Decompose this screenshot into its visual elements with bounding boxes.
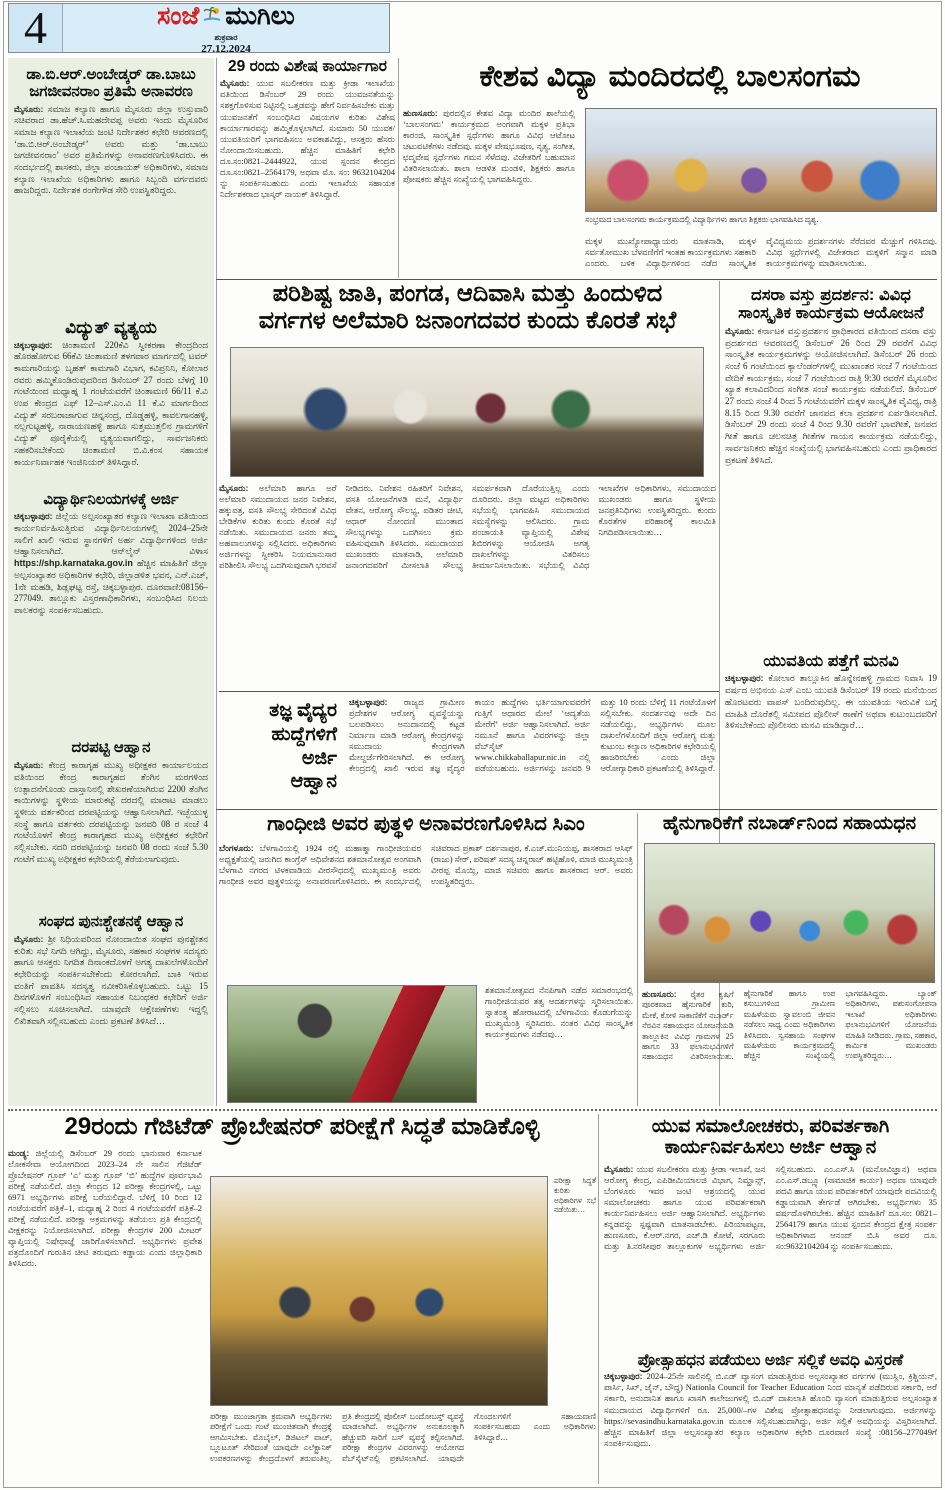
story-darapatti: ದರಪಟ್ಟಿ ಆಹ್ವಾನ ಮೈಸೂರು: ಕೇಂದ್ರ ಕಾರಾಗೃಹ ಮುಖ್ಯ ಅಧೀಕ್ಷಕರ ಕಾರ್ಯಾಲಯದ ವತಿಯಿಂದ ಕೇಂದ್ರ ಕಾರಾಗೃಹದ ತೆಂಗಿನ ಮರಗಳಿಂದ ಉತ್ಪಾದನೆಗೊಂಡು ದಾಸ್ತಾನಿನಲ್ಲಿ ಶೇಖರಣೆಯಾಗಿರುವ 2200 ತೆಂಗಿನ ಕಾಯಿಗಳನ್ನು ಸ್ಥಳೀಯ ಮಾರುಕಟ್ಟೆ ದರದಲ್ಲಿ ಮಾರಾಟ ಮಾಡಲು ಸ್ಥಳೀಯ ವರ್ತಕರಿಂದ ದರಪಟ್ಟಿಯನ್ನು ಆಹ್ವಾನಿಸಲಾಗಿದೆ. ಇಚ್ಛೆಯುಳ್ಳ ಸಂಸ್ಥೆ ಹಾಗೂ ವರ್ತಕರು ದರಪಟ್ಟಿಯನ್ನು ಜನವರಿ 08 ರ ಸಂಜೆ 4 ಗಂಟೆಯೊಳಗೆ ಕೇಂದ್ರ ಕಾರಾಗೃಹದ ಮುಖ್ಯ ಅಧೀಕ್ಷಕರ ಕಛೇರಿಗೆ ಸಲ್ಲಿಸಬೇಕು. ಸದರಿ ದರಪಟ್ಟಿಯನ್ನು ಜನವರಿ 08 ರಂದು ಸಂಜೆ 5.30 ಗಂಟೆಗೆ ಮುಖ್ಯ ಅಧೀಕ್ಷಕರ ಕಛೇರಿಯಲ್ಲಿ ತೆರೆಯಲಾಗುವುದು. <box>14 739 208 864</box>
divider-vertical-5 <box>598 1114 599 1484</box>
masthead-day: ಶುಕ್ರವಾರ <box>214 32 238 42</box>
story-gandhiji: ಗಾಂಧೀಜಿ ಅವರ ಪುತ್ಥಳಿ ಅನಾವರಣಗೊಳಿಸಿದ ಸಿಎಂ ಬೆಂಗಳೂರು: ಬೆಳಗಾವಿಯಲ್ಲಿ 1924 ರಲ್ಲಿ ಮಹಾತ್ಮಾ ಗಾಂಧೀಜಿಯವರ ಅಧ್ಯಕ್ಷತೆಯಲ್ಲಿ ಜರುಗಿದ ಕಾಂಗ್ರೆಸ್ ಅಧಿವೇಶನದ ಶತಮಾನೋತ್ಸವ ಅಂಗವಾಗಿ ಬೆಳಗಾವಿ ನಗರದ ಟಿಳಕವಾಡಿಯ ವೀರಸೌಧದಲ್ಲಿ ಮುಖ್ಯಮಂತ್ರಿ ಅವರು ಗಾಂಧೀಜಿ ಅವರ ಪುತ್ಥಳಿಯನ್ನು ಅನಾವರಣಗೊಳಿಸಿದರು. ಈ ಸಂದರ್ಭದಲ್ಲಿ ಸಚಿವರಾದ ಪ್ರಕಾಶ್ ದರ್ಶನಾಪುರ, ಕೆ.ಎಚ್.ಮುನಿಯಪ್ಪ, ಶಾಸಕರಾದ ಆಸಿಫ್ (ರಾಜು) ಸೇಠ್, ಪರಿಷತ್ ಸದಸ್ಯ ಚನ್ನರಾಜ್ ಹಟ್ಟಿಹೊಳಿ, ಮಾಜಿ ಮುಖ್ಯಮಂತ್ರಿ ವೀರಪ್ಪ ಮೊಯ್ಲಿ, ಮಾಜಿ ಸಚಿವರು ಹಾಗೂ ಶಾಸಕರಾದ ಆರ್. ಅವರು ಉಪಸ್ಥಿತರಿದ್ದರು. ಶತಮಾನೋತ್ಸವದ ನೆನಪಿಗಾಗಿ ನಡೆದ ಸಮಾರಂಭದಲ್ಲಿ ಗಾಂಧೀಜಿಯವರ ತತ್ವ ಆದರ್ಶಗಳನ್ನು ಸ್ಮರಿಸಲಾಯಿತು. ಸ್ವಾತಂತ್ರ್ಯ ಹೋರಾಟದಲ್ಲಿ ಬೆಳಗಾವಿಯ ಕೊಡುಗೆಯನ್ನು ಮುಖ್ಯಮಂತ್ರಿ ಸ್ಮರಿಸಿದರು. ನಂತರ ವಿವಿಧ ಸಾಂಸ್ಕೃತಿಕ ಕಾರ್ಯಕ್ರಮಗಳು ನಡೆದವು… <box>219 813 633 1106</box>
divider-horizontal-3 <box>216 809 937 810</box>
headline-parishishta-line1: ಪರಿಶಿಷ್ಟ ಜಾತಿ, ಪಂಗಡ, ಆದಿವಾಸಿ ಮತ್ತು ಹಿಂದುಳಿದ <box>272 281 663 307</box>
divider-vertical-1 <box>216 58 217 1106</box>
divider-horizontal-1 <box>216 279 937 280</box>
story-sangha: ಸಂಘದ ಪುನಃಶ್ಚೇತನಕ್ಕೆ ಆಹ್ವಾನ ಮೈಸೂರು: ಶ್ರೀ ನಿಧಿಯವರಿಂದ ನೋಂದಾಯಿತ ಸಂಘದ ಪುನಶ್ಚೇತನ ಕುರಿತು ಸಭೆ ನಿಗದಿ ಆಗಿದ್ದು, ಮೈಸೂರು, ಸಹಕಾರ ಸಂಘಗಳ ಸದಸ್ಯರು ಹಾಗೂ ಆಸಕ್ತರು ನಿಗದಿತ ದಿನಾಂಕದೊಳಗೆ ಅಗತ್ಯ ದಾಖಲೆಗಳೊಂದಿಗೆ ಕಛೇರಿಯನ್ನು ಸಂಪರ್ಕಿಸಬೇಕೆಂದು ಕೋರಲಾಗಿದೆ. ಬಾಕಿ ಇರುವ ವಂತಿಗೆ ಪಾವತಿಸಿ ಸದಸ್ಯತ್ವ ನವೀಕರಿಸಿಕೊಳ್ಳಬಹುದು. ಒಟ್ಟು 15 ದಿನಗಳೊಳಗೆ ಸಂಬಂಧಿಸಿದ ಸಹಾಯಕ ನಿಬಂಧಕರ ಕಛೇರಿಗೆ ಅರ್ಜಿ ಸಲ್ಲಿಸಲು ಸೂಚಿಸಲಾಗಿದೆ. ಯಾವುದೇ ಆಕ್ಷೇಪಣೆಗಳು ಇದ್ದಲ್ಲಿ ಲಿಖಿತವಾಗಿ ಸಲ್ಲಿಸಬಹುದು ಎಂದು ಪ್ರಕಟಣೆ ತಿಳಿಸಿದೆ… <box>14 913 208 1026</box>
headline-darapatti: ದರಪಟ್ಟಿ ಆಹ್ವಾನ <box>71 739 151 757</box>
byline: ಮೈಸೂರು: <box>14 103 44 114</box>
paper-title-red: ಸಂಜೆ <box>157 1 200 30</box>
headline-dasara: ದಸರಾ ವಸ್ತು ಪ್ರದರ್ಶನ: ವಿವಿಧ ಸಾಂಸ್ಕೃತಿಕ ಕಾರ್ಯಕ್ರಮ ಆಯೋಜನೆ <box>738 286 924 323</box>
story-workshop29: 29 ರಂದು ವಿಶೇಷ ಕಾರ್ಯಾಗಾರ ಮೈಸೂರು: ಯುವ ಸಬಲೀಕರಣ ಮತ್ತು ಕ್ರೀಡಾ ಇಲಾಖೆಯ ವತಿಯಿಂದ ಡಿಸೆಂಬರ್ 29 ರಂದು ಯುವಜನತೆಯನ್ನು ಸಶಕ್ತಗೊಳಿಸುವ ನಿಟ್ಟಿನಲ್ಲಿ ಒತ್ತಡವನ್ನು ಹೇಗೆ ನಿರ್ವಹಿಸಬೇಕು ಮತ್ತು ಯುವಜನತೆಗೆ ಸಂಬಂಧಿಸಿದ ವಿಷಯಗಳ ಕುರಿತು ವಿಶೇಷ ಕಾರ್ಯಾಗಾರವನ್ನು ಹಮ್ಮಿಕೊಳ್ಳಲಾಗಿದೆ. ಸುಮಾರು 50 ಯುವಕ/ಯುವತಿಯರಿಗೆ ಭಾಗವಹಿಸಲು ಅವಕಾಶವಿದ್ದು, ಆಸಕ್ತರು ಹೆಸರು ನೋಂದಾಯಿಸಬಹುದು. ಹೆಚ್ಚಿನ ಮಾಹಿತಿಗೆ ಕಛೇರಿ ದೂ.ಸಂ:0821–2444922, ಯುವ ಸ್ಪಂದನ ಕೇಂದ್ರದ ದೂ.ಸಂ:0821–2564179, ಅಥವಾ ಮೊ. ಸಂ: 9632104204 ನ್ನು ಸಂಪರ್ಕಿಸಬಹುದು ಎಂದು ಇಲಾಖೆಯ ಸಹಾಯಕ ನಿರ್ದೇಶಕರಾದ ಭಾಸ್ಕರ್ ನಾಯಕ್ ತಿಳಿಸಿದ್ದಾರೆ. <box>220 58 395 199</box>
headline-hostel: ವಿದ್ಯಾರ್ಥಿನಿಲಯಗಳಕ್ಕೆ ಅರ್ಜಿ <box>43 490 179 508</box>
story-dasara: ದಸರಾ ವಸ್ತು ಪ್ರದರ್ಶನ: ವಿವಿಧ ಸಾಂಸ್ಕೃತಿಕ ಕಾರ್ಯಕ್ರಮ ಆಯೋಜನೆ ಮೈಸೂರು: ಕರ್ನಾಟಕ ವಸ್ತುಪ್ರದರ್ಶನ ಪ್ರಾಧಿಕಾರದ ವತಿಯಿಂದ ದಸರಾ ವಸ್ತು ಪ್ರದರ್ಶನದ ಆವರಣದಲ್ಲಿ ಡಿಸೆಂಬರ್ 26 ರಿಂದ 29 ರವರೆಗೆ ವಿವಿಧ ಸಾಂಸ್ಕೃತಿಕ ಕಾರ್ಯಕ್ರಮಗಳನ್ನು ಆಯೋಜಿಸಲಾಗಿದೆ. ಡಿಸೆಂಬರ್ 26 ರಂದು ಸಂಜೆ 6 ಗಂಟೆಯಿಂದ ಕ್ಯಾಲೆಂಡರ್‌ಗಳಲ್ಲಿ ಮುಖಾಂತರ ಸಂಜೆ 7 ಗಂಟೆಯಿಂದ ವೇದಿಕೆ ಕಾರ್ಯಕ್ರಮ, ಸಂಜೆ 7 ಗಂಟೆಯಿಂದ ರಾತ್ರಿ 9:30 ರವರೆಗೆ ಮೈಸೂರಿನ ಖ್ಯಾತ ಕಲಾವಿದರಿಂದ ಸಂಗೀತ ಸಂಜೆ ಕಾರ್ಯಕ್ರಮ ನಡೆಯಲಿದೆ. ಡಿಸೆಂಬರ್ 27 ರಂದು ಸಂಜೆ 4 ರಿಂದ 5 ಗಂಟೆಯವರೆಗೆ ಮಕ್ಕಳ ಸಾಂಸ್ಕೃತಿಕ ವೈವಿಧ್ಯ, ರಾತ್ರಿ 8.15 ರಿಂದ 9.30 ರವರೆಗೆ ಜಾನಪದ ಕಲಾ ಪ್ರದರ್ಶನ ಏರ್ಪಡಿಸಲಾಗಿದೆ. ಡಿಸೆಂಬರ್ 29 ರಂದು ಸಂಜೆ 4 ರಿಂದ 9.30 ರವರೆಗೆ ಭಾವಗೀತೆ, ಜನಪದ ಗೀತೆ ಹಾಗೂ ಚಲನಚಿತ್ರ ಗೀತೆಗಳ ಗಾಯನ ಕಾರ್ಯಕ್ರಮ ನಡೆಯಲಿದ್ದು, ಸಾರ್ವಜನಿಕರು ಹೆಚ್ಚಿನ ಸಂಖ್ಯೆಯಲ್ಲಿ ಭಾಗವಹಿಸಬಹುದು ಎಂದು ಪ್ರಾಧಿಕಾರದ ಪ್ರಕಟಣೆ ತಿಳಿಸಿದೆ. <box>725 286 937 465</box>
headline-balasangama: ಕೇಶವ ವಿದ್ಯಾ ಮಂದಿರದಲ್ಲಿ ಬಾಲಸಂಗಮ <box>479 60 861 93</box>
divider-vertical-4 <box>637 813 638 1106</box>
headline-workshop29: 29 ರಂದು ವಿಶೇಷ ಕಾರ್ಯಾಗಾರ <box>228 58 387 75</box>
headline-yuva-line1: ಯುವ ಸಮಾಲೋಚಕರು, ಪರಿವರ್ತಕಾಗಿ <box>651 1116 890 1137</box>
masthead <box>8 3 390 53</box>
story-balasangama: ಕೇಶವ ವಿದ್ಯಾ ಮಂದಿರದಲ್ಲಿ ಬಾಲಸಂಗಮ ಹುಣಸೂರು: ಪುರದಲ್ಲಿನ ಕೇಶವ ವಿದ್ಯಾ ಮಂದಿರ ಶಾಲೆಯಲ್ಲಿ ‘ಬಾಲಸಂಗಮ’ ಕಾರ್ಯಕ್ರಮದ ಅಂಗವಾಗಿ ಮಕ್ಕಳ ಪ್ರತಿಭಾ ಕಾರಂಜಿ, ಸಾಂಸ್ಕೃತಿಕ ಸ್ಪರ್ಧೆಗಳು ಹಾಗೂ ವಿವಿಧ ಆಟೋಟ ಚಟುವಟಿಕೆಗಳು ನಡೆದವು. ಮಕ್ಕಳ ವೇಷಭೂಷಣ, ನೃತ್ಯ, ಸಂಗೀತ, ಛದ್ಮವೇಷ ಸ್ಪರ್ಧೆಗಳು ಗಮನ ಸೆಳೆದವು. ವಿಜೇತರಿಗೆ ಬಹುಮಾನ ವಿತರಿಸಲಾಯಿತು. ಶಾಲಾ ಆಡಳಿತ ಮಂಡಳಿ, ಶಿಕ್ಷಕರು ಹಾಗೂ ಪೋಷಕರು ಹೆಚ್ಚಿನ ಸಂಖ್ಯೆಯಲ್ಲಿ ಭಾಗವಹಿಸಿದ್ದರು. ಸಂಭ್ರಮದ ಬಾಲಸಂಗಮ ಕಾರ್ಯಕ್ರಮದಲ್ಲಿ ವಿದ್ಯಾರ್ಥಿಗಳು ಹಾಗೂ ಶಿಕ್ಷಕರು ಭಾಗವಹಿಸಿದ ದೃಶ್ಯ. ಮಕ್ಕಳ ಮುಖ್ಯೋಪಾಧ್ಯಾಯರು ಮಾತನಾಡಿ, ಮಕ್ಕಳ ಸರ್ವತೋಮುಖ ಬೆಳವಣಿಗೆಗೆ ಇಂತಹ ಕಾರ್ಯಕ್ರಮಗಳು ಸಹಕಾರಿ ಎಂದರು. ಬಳಿಕ ವಿದ್ಯಾರ್ಥಿಗಳಿಂದ ನಡೆದ ಸಾಂಸ್ಕೃತಿಕ ವೈವಿಧ್ಯಮಯ ಪ್ರದರ್ಶನಗಳು ನೆರೆದವರ ಮೆಚ್ಚುಗೆ ಗಳಿಸಿದವು. ವಿವಿಧ ಸ್ಪರ್ಧೆಗಳಲ್ಲಿ ವಿಜೇತರಾದ ಮಕ್ಕಳಿಗೆ ಸನ್ಮಾನ ಮಾಡಿ ಕಾರ್ಯಕ್ರಮಗಳನ್ನು ಮಾಡಿಸಲಾಯಿತು. <box>403 56 937 278</box>
photo-balasangama <box>585 108 937 212</box>
story-nabard: ಹೈನುಗಾರಿಕೆಗೆ ನಬಾರ್ಡ್‌ನಿಂದ ಸಹಾಯಧನ ಹುಣಸೂರು: ರೈತರ ಕೃಷಿಗೆ ಪೂರಕವಾದ ಹೈನುಗಾರಿಕೆ ಕುರಿ, ಮೇಕೆ, ಕೋಳಿ ಸಾಕಾಣಿಕೆಗೆ ನಬಾರ್ಡ್ ನೆರವಿನ ಸಹಾಯಧನ ಯೋಜನೆಯಡಿ ತಾಲ್ಲೂಕಿನ ವಿವಿಧ ಗ್ರಾಮಗಳ 25 ಹಾಗೂ 33 ಫಲಾನುಭವಿಗಳಿಗೆ ಸಹಾಯಧನ ವಿತರಿಸಲಾಯಿತು. ಹೈನುಗಾರಿಕೆ ಹಾಗೂ ಉಪ ಕಸುಬುಗಳಿಂದ ಗ್ರಾಮೀಣ ಮಹಿಳೆಯರು ಸ್ವಾವಲಂಬಿ ಜೀವನ ನಡೆಸಲು ಸಾಧ್ಯ ಎಂದು ಅಧಿಕಾರಿಗಳು ತಿಳಿಸಿದರು. ಸ್ವಸಹಾಯ ಸಂಘಗಳ ಮಹಿಳೆಯರು ಕಾರ್ಯಕ್ರಮದಲ್ಲಿ ಹೆಚ್ಚಿನ ಸಂಖ್ಯೆಯಲ್ಲಿ ಭಾಗವಹಿಸಿದ್ದರು. ಬ್ಯಾಂಕ್ ಅಧಿಕಾರಿಗಳು, ಪಶುಸಂಗೋಪನಾ ಇಲಾಖೆ ಅಧಿಕಾರಿಗಳು ಫಲಾನುಭವಿಗಳಿಗೆ ಯೋಜನೆಯ ಮಾಹಿತಿ ನೀಡಿದರು. ಗ್ರಾಮ, ಸಹಕಾರ, ಕಾರ್ಮಿಕ ಮುಖಂಡರು ಉಪಸ್ಥಿತರಿದ್ದರು… <box>642 813 937 1062</box>
photo-nabard <box>644 843 935 983</box>
newspaper-brand <box>63 1 389 55</box>
story-yuvati: ಯುವತಿಯ ಪತ್ತೆಗೆ ಮನವಿ ಚಿಕ್ಕಬಳ್ಳಾಪುರ: ಕೋಲಾರ ತಾಲ್ಲೂಕಿನ ಹೊನ್ನೇನಹಳ್ಳಿ ಗ್ರಾಮದ ನಿವಾಸಿ 19 ವರ್ಷದ ಅಭಿನಯ ಎಸ್ ಎಂಬ ಯುವತಿ ಡಿಸೆಂಬರ್ 19 ರಂದು ಮನೆಯಿಂದ ಹೊರಟವರು ವಾಪಸ್ ಬಂದಿರುವುದಿಲ್ಲ. ಈ ಯುವತಿಯ ಇರುವಿಕೆ ಬಗ್ಗೆ ಮಾಹಿತಿ ದೊರೆತಲ್ಲಿ ಸಮೀಪದ ಪೊಲೀಸ್ ಠಾಣೆಗೆ ಅಥವಾ ಕುಟುಂಬದವರಿಗೆ ತಿಳಿಸಬೇಕೆಂದು ಪೊಲೀಸರು ಮನವಿ ಮಾಡಿದ್ದಾರೆ… <box>725 652 937 731</box>
headline-yuva-line2: ಕಾರ್ಯನಿರ್ವಹಿಸಲು ಅರ್ಜಿ ಆಹ್ವಾನ <box>664 1137 877 1159</box>
headline-ambedkar: ಡಾ.ಬಿ.ಆರ್.ಅಂಬೇಡ್ಕರ್ ಡಾ.ಬಾಬು ಜಗಜೀವನರಾಂ ಪ್ರತಿಮೆ ಅನಾವರಣ <box>26 66 196 100</box>
page-number: 4 <box>9 4 63 52</box>
divider-horizontal-2 <box>219 691 719 692</box>
divider-dotted <box>8 1109 937 1111</box>
headline-yuvati: ಯುವತಿಯ ಪತ್ತೆಗೆ ಮನವಿ <box>763 652 899 670</box>
story-gazetted: 29ರಂದು ಗೆಜಿಟೆಡ್ ಪ್ರೊಬೇಷನರ್ ಪರೀಕ್ಷೆಗೆ ಸಿದ್ಧತೆ ಮಾಡಿಕೊಳ್ಳಿ ಮಂಡ್ಯ: ಜಿಲ್ಲೆಯಲ್ಲಿ ಡಿಸೆಂಬರ್ 29 ರಂದು ಭಾನುವಾರ ಕರ್ನಾಟಕ ಲೋಕಸೇವಾ ಆಯೋಗದಿಂದ 2023–24 ನೇ ಸಾಲಿನ ಗೆಜಿಟೆಡ್ ಪ್ರೊಬೇಷನರ್ ಗ್ರೂಪ್ ‘ಎ’ ಮತ್ತು ಗ್ರೂಪ್ ‘ಬಿ’ ಹುದ್ದೆಗಳ ಪೂರ್ವಭಾವಿ ಪರೀಕ್ಷೆ ನಡೆಯಲಿದೆ. ಜಿಲ್ಲಾ ಕೇಂದ್ರದ 12 ಪರೀಕ್ಷಾ ಕೇಂದ್ರಗಳಲ್ಲಿ, ಒಟ್ಟು 6971 ಅಭ್ಯರ್ಥಿಗಳು ಪರೀಕ್ಷೆ ಬರೆಯಲಿದ್ದಾರೆ. ಬೆಳಿಗ್ಗೆ 10 ರಿಂದ 12 ಗಂಟೆಯವರೆಗೆ ಪತ್ರಿಕೆ–1, ಮಧ್ಯಾಹ್ನ 2 ರಿಂದ 4 ಗಂಟೆಯವರೆಗೆ ಪತ್ರಿಕೆ–2 ಪರೀಕ್ಷೆ ನಡೆಯಲಿದೆ. ಪರೀಕ್ಷಾ ಅಕ್ರಮಗಳನ್ನು ತಡೆಯಲು ಪ್ರತಿ ಕೇಂದ್ರದಲ್ಲಿ ವೀಕ್ಷಕರನ್ನು ನಿಯೋಜಿಸಲಾಗಿದೆ. ಪರೀಕ್ಷಾ ಕೇಂದ್ರಗಳ 200 ಮೀಟರ್ ವ್ಯಾಪ್ತಿಯಲ್ಲಿ ನಿಷೇಧಾಜ್ಞೆ ಜಾರಿಗೊಳಿಸಲಾಗಿದೆ. ಅಭ್ಯರ್ಥಿಗಳು ಪ್ರವೇಶ ಪತ್ರದೊಂದಿಗೆ ಗುರುತಿನ ಚೀಟಿ ತರುವುದು ಕಡ್ಡಾಯ ಎಂದು ಜಿಲ್ಲಾಧಿಕಾರಿ ತಿಳಿಸಿದರು. ಪರೀಕ್ಷಾ ಸಿದ್ಧತೆ ಕುರಿತು ಅಧಿಕಾರಿಗಳ ಸಭೆ ನಡೆಯಿತು… ಪರೀಕ್ಷಾ ಮುಂಜಾಗ್ರತಾ ಕ್ರಮವಾಗಿ ಅಭ್ಯರ್ಥಿಗಳು ಪರೀಕ್ಷೆಗೆ ಒಂದು ಗಂಟೆ ಮುಂಚಿತವಾಗಿ ಕೇಂದ್ರಕ್ಕೆ ಆಗಮಿಸಬೇಕು. ಮೊಬೈಲ್, ಡಿಜಿಟಲ್ ವಾಚ್, ಬ್ಲೂಟೂತ್ ಸೇರಿದಂತೆ ಯಾವುದೇ ಎಲೆಕ್ಟ್ರಾನಿಕ್ ಉಪಕರಣಗಳನ್ನು ಕೇಂದ್ರದೊಳಗೆ ತರುವಂತಿಲ್ಲ. ಪ್ರತಿ ಕೇಂದ್ರದಲ್ಲಿ ಪೊಲೀಸ್ ಬಂದೋಬಸ್ತ್ ವ್ಯವಸ್ಥೆ ಮಾಡಲಾಗಿದೆ. ಅಭ್ಯರ್ಥಿಗಳ ಅನುಕೂಲಕ್ಕಾಗಿ ಹೆಚ್ಚುವರಿ ಸಾರಿಗೆ ಬಸ್ ವ್ಯವಸ್ಥೆ ಕಲ್ಪಿಸಲಾಗಿದೆ. ಪರೀಕ್ಷಾ ಕೇಂದ್ರಗಳ ವಿವರಗಳನ್ನು ಆಯೋಗದ ವೆಬ್‌ಸೈಟ್‌ನಲ್ಲಿ ಪ್ರಕಟಿಸಲಾಗಿದೆ. ಯಾವುದೇ ಗೊಂದಲಗಳಿಗೆ ಸಹಾಯವಾಣಿ ಸಂಪರ್ಕಿಸಬಹುದು ಎಂದು ಅಧಿಕಾರಿಗಳು ತಿಳಿಸಿದ್ದಾರೆ… <box>8 1114 596 1463</box>
masthead-date: 27.12.2024 <box>201 42 251 55</box>
headline-nabard: ಹೈನುಗಾರಿಕೆಗೆ ನಬಾರ್ಡ್‌ನಿಂದ ಸಹಾಯಧನ <box>662 813 917 834</box>
palm-tree-icon <box>203 6 221 27</box>
hostel-apply-url: https://shp.karnataka.gov.in <box>14 558 133 569</box>
story-parishishta: ಪರಿಶಿಷ್ಟ ಜಾತಿ, ಪಂಗಡ, ಆದಿವಾಸಿ ಮತ್ತು ಹಿಂದುಳಿದ ವರ್ಗಗಳ ಅಲೆಮಾರಿ ಜನಾಂಗದವರ ಕುಂದು ಕೊರತೆ ಸಭೆ ಮೈಸೂರು: ಅಲೆಮಾರಿ ಹಾಗೂ ಅರೆ ಅಲೆಮಾರಿ ಸಮುದಾಯದ ಜನರ ನಿವೇಶನ, ಹಕ್ಕುಪತ್ರ, ವಸತಿ ಸೌಲಭ್ಯ ಸೇರಿದಂತೆ ವಿವಿಧ ಬೇಡಿಕೆಗಳ ಕುರಿತು ಕುಂದು ಕೊರತೆ ಸಭೆ ನಡೆಯಿತು. ಸಮುದಾಯದ ಜನರು ತಮ್ಮ ಅಹವಾಲುಗಳನ್ನು ಸಲ್ಲಿಸಿದರು. ಅಧಿಕಾರಿಗಳು ಅರ್ಜಿಗಳನ್ನು ಸ್ವೀಕರಿಸಿ ನಿಯಮಾನುಸಾರ ಪರಿಶೀಲಿಸಿ ಸೌಲಭ್ಯ ಒದಗಿಸುವುದಾಗಿ ಭರವಸೆ ನೀಡಿದರು. ನಿವೇಶನ ರಹಿತರಿಗೆ ನಿವೇಶನ, ವಸತಿ ಯೋಜನೆಗಳಡಿ ಮನೆ, ವಿದ್ಯಾರ್ಥಿ ವೇತನ, ಆರೋಗ್ಯ ಸೌಲಭ್ಯ, ಪಡಿತರ ಚೀಟಿ, ಆಧಾರ್ ನೋಂದಣಿ ಮುಂತಾದ ಸೌಲಭ್ಯಗಳನ್ನು ಒದಗಿಸಲು ಕ್ರಮ ವಹಿಸುವುದಾಗಿ ತಿಳಿಸಿದರು. ಸಮುದಾಯದ ಮುಖಂಡರು ಮಾತನಾಡಿ, ಅಲೆಮಾರಿ ಜನಾಂಗದವರಿಗೆ ಮೀಸಲಾತಿ ಸೌಲಭ್ಯ ಸಮರ್ಪಕವಾಗಿ ದೊರೆಯುತ್ತಿಲ್ಲ ಎಂದು ದೂರಿದರು. ಜಿಲ್ಲಾ ಮಟ್ಟದ ಅಧಿಕಾರಿಗಳು ಸಭೆಯಲ್ಲಿ ಭಾಗವಹಿಸಿ ಸಮುದಾಯದ ಸಮಸ್ಯೆಗಳನ್ನು ಆಲಿಸಿದರು. ಗ್ರಾಮ ಪಂಚಾಯತಿ ವ್ಯಾಪ್ತಿಯಲ್ಲಿ ವಿಶೇಷ ಶಿಬಿರಗಳನ್ನು ಆಯೋಜಿಸಿ ಅಗತ್ಯ ದಾಖಲೆಗಳನ್ನು ವಿತರಿಸಲು ತೀರ್ಮಾನಿಸಲಾಯಿತು. ಸಭೆಯಲ್ಲಿ ವಿವಿಧ ಇಲಾಖೆಗಳ ಅಧಿಕಾರಿಗಳು, ಸಮುದಾಯದ ಮುಖಂಡರು ಹಾಗೂ ಸ್ಥಳೀಯ ಜನಪ್ರತಿನಿಧಿಗಳು ಉಪಸ್ಥಿತರಿದ್ದರು. ಕುಂದು ಕೊರತೆಗಳ ಪರಿಹಾರಕ್ಕೆ ಕಾಲಮಿತಿ ನಿಗದಿಪಡಿಸಲಾಯಿತು… <box>219 281 716 571</box>
headline-parishishta-line2: ವರ್ಗಗಳ ಅಲೆಮಾರಿ ಜನಾಂಗದವರ ಕುಂದು ಕೊರತೆ ಸಭೆ <box>258 306 677 334</box>
divider-vertical-2 <box>398 58 399 278</box>
story-tajna: ತಜ್ಞ ವೈದ್ಯರ ಹುದ್ದೆಗಳಿಗೆ ಅರ್ಜಿ ಆಹ್ವಾನ ಚಿಕ್ಕಬಳ್ಳಾಪುರ: ರಾಜ್ಯದ ಗ್ರಾಮೀಣ ಪ್ರದೇಶಗಳ ಆರೋಗ್ಯ ವ್ಯವಸ್ಥೆಯನ್ನು ಬಲಪಡಿಸಲು ಅನುದಾನದಲ್ಲಿ ಕಟ್ಟಡ ನಿರ್ಮಾಣ ಮಾಡಿ ಆರೋಗ್ಯ ಕೇಂದ್ರಗಳನ್ನು ಸಮುದಾಯ ಕೇಂದ್ರಗಳಾಗಿ ಮೇಲ್ದರ್ಜೆಗೇರಿಸಲಾಗಿದೆ. ಈ ಆರೋಗ್ಯ ಕೇಂದ್ರದಲ್ಲಿ ಖಾಲಿ ಇರುವ ತಜ್ಞ ವೈದ್ಯರ ಕಾಯಂ ಹುದ್ದೆಗಳು ಭರ್ತಿಯಾಗುವವರೆಗೆ ಗುತ್ತಿಗೆ ಆಧಾರದ ಮೇಲೆ ‘ಆದ್ಯತೆಯ ಮೇರೆಗೆ’ ಅರ್ಜಿ ಆಹ್ವಾನಿಸಲಾಗಿದೆ. ಅರ್ಜಿ ನಮೂನೆ ಹಾಗೂ ವಿವರಗಳನ್ನು ಜಿಲ್ಲಾ ವೆಬ್‌ಸೈಟ್ www.chikkaballapur.nic.in ನಲ್ಲಿ ಪಡೆಯಬಹುದು. ಅರ್ಜಿಗಳನ್ನು ಜನವರಿ 9 ಮತ್ತು 10 ರಂದು ಬೆಳಿಗ್ಗೆ 11 ಗಂಟೆಯೊಳಗೆ ಸಲ್ಲಿಸಬೇಕು. ಸಂದರ್ಶನವು ಅದೇ ದಿನ ನಡೆಯಲಿದ್ದು, ಅಭ್ಯರ್ಥಿಗಳು ಮೂಲ ದಾಖಲೆಗಳೊಂದಿಗೆ ಜಿಲ್ಲಾ ಆರೋಗ್ಯ ಮತ್ತು ಕುಟುಂಬ ಕಲ್ಯಾಣ ಅಧಿಕಾರಿಗಳ ಕಛೇರಿಯಲ್ಲಿ ಹಾಜರಿರಬೇಕು ಎಂದು ಜಿಲ್ಲಾ ಆರೋಗ್ಯಾಧಿಕಾರಿ ಪ್ರಕಟಣೆಯಲ್ಲಿ ತಿಳಿಸಿದ್ದಾರೆ. <box>219 695 716 807</box>
headline-gazetted: 29ರಂದು ಗೆಜಿಟೆಡ್ ಪ್ರೊಬೇಷನರ್ ಪರೀಕ್ಷೆಗೆ ಸಿದ್ಧತೆ ಮಾಡಿಕೊಳ್ಳಿ <box>64 1114 540 1140</box>
story-protsaha: ಪ್ರೋತ್ಸಾಹಧನ ಪಡೆಯಲು ಅರ್ಜಿ ಸಲ್ಲಿಕೆ ಅವಧಿ ವಿಸ್ತರಣೆ ಚಿಕ್ಕಬಳ್ಳಾಪುರ: 2024–25ನೇ ಸಾಲಿನಲ್ಲಿ ಬಿ.ಎಡ್ ವ್ಯಾಸಂಗ ಮಾಡುತ್ತಿರುವ ಅಲ್ಪಸಂಖ್ಯಾತರ ವರ್ಗಗಳ (ಮುಸ್ಲಿಂ, ಕ್ರಿಶ್ಚಿಯನ್, ಪಾರ್ಸಿ, ಸಿಖ್, ಜೈನ್, ಬೌದ್ಧ) Nationla Council for Teacher Education ನಿಂದ ಮಾನ್ಯತೆ ಪಡೆದಿರುವ ಸರ್ಕಾರಿ, ಅರೆ ಸರ್ಕಾರಿ, ಅನುದಾನಿತ ಹಾಗೂ ಖಾಸಗಿ ಕಾಲೇಜುಗಳಲ್ಲಿ ಬಿ.ಎಡ್ ದಾಖಲಾತಿ ಹೊಂದಿ ವ್ಯಾಸಂಗ ಮಾಡುತ್ತಿರುವ ಅಲ್ಪಸಂಖ್ಯಾತ ಸಮುದಾಯದ ವಿದ್ಯಾರ್ಥಿಗಳಿಗೆ ರೂ. 25,000/–ಗಳ ವಿಶೇಷ ಪ್ರೋತ್ಸಾಹಧನವನ್ನು ನೀಡಲಾಗುವುದು. ಅರ್ಜಿಗಳನ್ನು https://sevasindhu.karnataka.gov.in ಮೂಲಕ ಸಲ್ಲಿಸಬಹುದಾಗಿದ್ದು, ಅರ್ಜಿ ಸಲ್ಲಿಕೆ ಅವಧಿಯನ್ನು ವಿಸ್ತರಿಸಲಾಗಿದೆ. ಹೆಚ್ಚಿನ ಮಾಹಿತಿಗೆ ಜಿಲ್ಲಾ ಅಲ್ಪಸಂಖ್ಯಾತರ ಕಲ್ಯಾಣ ಅಧಿಕಾರಿಗಳ ಕಛೇರಿ ದೂರವಾಣಿ ಸಂಖ್ಯೆ :08156–277049ಗೆ ಸಂಪರ್ಕಿಸುವುದು. <box>604 1352 937 1448</box>
headline-gandhiji: ಗಾಂಧೀಜಿ ಅವರ ಪುತ್ಥಳಿ ಅನಾವರಣಗೊಳಿಸಿದ ಸಿಎಂ <box>267 813 585 835</box>
headline-sangha: ಸಂಘದ ಪುನಃಶ್ಚೇತನಕ್ಕೆ ಆಹ್ವಾನ <box>38 913 184 931</box>
photo-parishishta <box>230 347 704 477</box>
story-yuva: ಯುವ ಸಮಾಲೋಚಕರು, ಪರಿವರ್ತಕಾಗಿ ಕಾರ್ಯನಿರ್ವಹಿಸಲು ಅರ್ಜಿ ಆಹ್ವಾನ ಮೈಸೂರು: ಯುವ ಸಬಲೀಕರಣ ಮತ್ತು ಕ್ರೀಡಾ ಇಲಾಖೆ, ಜನ ಆರೋಗ್ಯ ಕೇಂದ್ರ, ಎಪಿಡೀಮಿಯಾಲಜಿ ವಿಭಾಗ, ನಿಮ್ಹಾನ್ಸ್, ಬೆಂಗಳೂರು ಇವರ ಜಂಟಿ ಆಶ್ರಯದಲ್ಲಿ ಯುವ ಸಮಾಲೋಚಕರು ಹಾಗೂ ಯುವ ಪರಿವರ್ತಕರಾಗಿ ಕಾರ್ಯನಿರ್ವಹಿಸಲು ಅರ್ಜಿ ಆಹ್ವಾನಿಸಲಾಗಿದೆ. ಅಭ್ಯರ್ಥಿಗಳು ಕನ್ನಡವನ್ನು ಸ್ಪಷ್ಟವಾಗಿ ಮಾತನಾಡಬೇಕು. ಪಿರಿಯಾಪಟ್ಟಣ, ಹುಣಸೂರು, ಕೆ.ಆರ್.ನಗರ, ಎಚ್.ಡಿ ಕೋಟೆ, ಸರಗೂರು ಮತ್ತು ತಿ.ನರಸೀಪುರ ತಾಲ್ಲೂಕುಗಳ ಅಭ್ಯರ್ಥಿಗಳು ಅರ್ಜಿ ಸಲ್ಲಿಸಬಹುದು. ಎಂ.ಎಸ್.ಸಿ (ಮನೋವಿಜ್ಞಾನ) ಅಥವಾ ಎಂ.ಎಸ್.ಡಬ್ಲ್ಯೂ (ಸಾಮಾಜಿಕ ಕಾರ್ಯ) ಅಥವಾ ಯಾವುದೇ ಪದವಿ ಹಾಗೂ ಯುವ ಪರಿವರ್ತಕರಿಗೆ ಯಾವುದೇ ಪದವಿಯಲ್ಲಿ ಕಡ್ಡಾಯವಾಗಿ ತೇರ್ಗಡೆ ಆಗಿರಬೇಕು. ಅಭ್ಯರ್ಥಿಗಳು 35 ವರ್ಷದೊಳಗಿರಬೇಕು. ಹೆಚ್ಚಿನ ಮಾಹಿತಿಗೆ ದೂ.ಸಂ: 0821–2564179 ಹಾಗೂ ಯುವ ಸ್ಪಂದನ ಕೇಂದ್ರದ ಕ್ಷೇತ್ರ ಸಂಪರ್ಕ ಅಧಿಕಾರಿಗಳಾದ ಆನಂದ್ ಬಿ.ಸಿ ಅವರ ದೂ. ಸಂ:9632104204 ನ್ನು ಸಂಪರ್ಕಿಸಬಹುದು. <box>604 1116 937 1252</box>
left-column-rail <box>8 58 214 1106</box>
story-hostel: ವಿದ್ಯಾರ್ಥಿನಿಲಯಗಳಕ್ಕೆ ಅರ್ಜಿ ಚಿಕ್ಕಬಳ್ಳಾಪುರ: ಜಿಲ್ಲೆಯ ಅಲ್ಪಸಂಖ್ಯಾತರ ಕಲ್ಯಾಣ ಇಲಾಖಾ ವತಿಯಿಂದ ಕಾರ್ಯನಿರ್ವಹಿಸುತ್ತಿರುವ ವಿದ್ಯಾರ್ಥಿನಿಲಯಗಳಲ್ಲಿ 2024–25ನೇ ಸಾಲಿಗೆ ಖಾಲಿ ಇರುವ ಸ್ಥಾನಗಳಿಗೆ ಅರ್ಹ ವಿದ್ಯಾರ್ಥಿಗಳಿಂದ ಅರ್ಜಿ ಆಹ್ವಾನಿಸಲಾಗಿದೆ. ಆನ್‌ಲೈನ್ ವಿಳಾಸ https://shp.karnataka.gov.in ಹೆಚ್ಚಿನ ಮಾಹಿತಿಗೆ ಜಿಲ್ಲಾ ಅಲ್ಪಸಂಖ್ಯಾತರ ಅಧಿಕಾರಿಗಳ ಕಛೇರಿ, ಜಿಲ್ಲಾಡಳಿತ ಭವನ, ಎನ್.ಎಚ್, 1ನೇ ಮಹಡಿ, ಶಿಡ್ಲಘಟ್ಟ ರಸ್ತೆ, ಚಿಕ್ಕಬಳ್ಳಾಪುರ. ದೂರವಾಣಿ:08156–277049. ತಾಲ್ಲೂಕು ವಿಸ್ತರಣಾಧಿಕಾರಿಗಳು, ಸಂಬಂಧಿಸಿದ ನಿಲಯ ಪಾಲಕರನ್ನು ಸಂಪರ್ಕಿಸಬಹುದು. <box>14 490 208 615</box>
headline-tajna: ತಜ್ಞ ವೈದ್ಯರ ಹುದ್ದೆಗಳಿಗೆ ಅರ್ಜಿ ಆಹ್ವಾನ <box>269 700 337 793</box>
headline-protsaha: ಪ್ರೋತ್ಸಾಹಧನ ಪಡೆಯಲು ಅರ್ಜಿ ಸಲ್ಲಿಕೆ ಅವಧಿ ವಿಸ್ತರಣೆ <box>637 1352 904 1369</box>
story-ambedkar: ಡಾ.ಬಿ.ಆರ್.ಅಂಬೇಡ್ಕರ್ ಡಾ.ಬಾಬು ಜಗಜೀವನರಾಂ ಪ್ರತಿಮೆ ಅನಾವರಣ ಮೈಸೂರು: ಸಮಾಜ ಕಲ್ಯಾಣ ಹಾಗೂ ಮೈಸೂರು ಜಿಲ್ಲಾ ಉಸ್ತುವಾರಿ ಸಚಿವರಾದ ಡಾ.ಹೆಚ್.ಸಿ.ಮಹದೇವಪ್ಪ ಅವರು ಇಂದು ಮೈಸೂರಿನ ಸಮಾಜ ಕಲ್ಯಾಣ ಇಲಾಖೆಯ ಜಂಟಿ ನಿರ್ದೇಶಕರ ಕಛೇರಿ ಆವರಣದಲ್ಲಿ ‘ಡಾ.ಬಿ.ಆರ್.ಅಂಬೇಡ್ಕರ್’ ಅವರು ಮತ್ತು ‘ಡಾ.ಬಾಬು ಜಗಜೀವನರಾಂ’ ಅವರ ಪ್ರತಿಮೆಗಳನ್ನು ಅನಾವರಣಗೊಳಿಸಿದರು. ಈ ಸಂದರ್ಭದಲ್ಲಿ ಶಾಸಕರು, ಜಿಲ್ಲಾ ಪಂಚಾಯತ್ ಅಧಿಕಾರಿಗಳು, ಸಮಾಜ ಕಲ್ಯಾಣ ಇಲಾಖೆಯ ಅಧಿಕಾರಿಗಳು ಹಾಗೂ ಸಿಬ್ಬಂದಿ ವರ್ಗದವರು ಹಾಜರಿದ್ದರು. ನಿರ್ದೇಶಕ ರಂಗೇಗೌಡ ಸೇರಿ ಉಪಸ್ಥಿತರಿದ್ದರು. <box>14 66 208 196</box>
story-vidyut: ವಿದ್ಯುತ್ ವ್ಯತ್ಯಯ ಚಿಕ್ಕಬಳ್ಳಾಪುರ: ಚಿಂತಾಮಣಿ 220ಕೆವಿ ಸ್ವೀಕರಣಾ ಕೇಂದ್ರದಿಂದ ಹೊರಹೋಗುವ 66ಕೆವಿ ಚಿಂತಾಮಣಿ ತಳಗವಾರ ಮಾರ್ಗದಲ್ಲಿ ಟವರ್ ಕಾಮಗಾರಿಯನ್ನು ಬೃಹತ್ ಕಾಮಗಾರಿ ವಿಭಾಗ, ಕವಿಪ್ರನಿನಿ, ಕೋಲಾರ ರವರು ಹಮ್ಮಿಕೊಂಡಿರುವುದರಿಂದ ಡಿಸೆಂಬರ್ 27 ರಂದು ಬೆಳಗ್ಗೆ 10 ಗಂಟೆಯಿಂದ ಮಧ್ಯಾಹ್ನ 1 ಗಂಟೆಯವರೆಗೆ ಚಿಂತಾಮಣಿ 66/11 ಕೆ.ವಿ ಉಪ ಕೇಂದ್ರದ ಎಫ್ 12–ಎಸ್.ಎಂ.ವಿ 11 ಕೆ.ವಿ ಮಾರ್ಗದಿಂದ ವಿದ್ಯುತ್ ಸರಬರಾಜಾಗುವ ಚಿನ್ನಸಂದ್ರ, ದೊಡ್ಡಹಳ್ಳಿ, ಕಾವಲಗಾನಹಳ್ಳಿ, ನಲ್ಲಗುಟ್ಟಹಳ್ಳಿ, ನಾರಾಯಣಹಳ್ಳಿ ಹಾಗೂ ಸುತ್ತಮುತ್ತಲಿನ ಗ್ರಾಮಗಳಿಗೆ ವಿದ್ಯುತ್ ಪೂರೈಕೆಯಲ್ಲಿ ವ್ಯತ್ಯಯವಾಗಲಿದ್ದು, ಸಾರ್ವಜನಿಕರು ಸಹಕರಿಸಬೇಕೆಂದು ಚಿಂತಾಮಣಿ ಬಿ.ವಿ.ಕಂಸ ಸಹಾಯಕ ಕಾರ್ಯನಿರ್ವಾಹಕ ಇಂಜಿನಿಯರ್ ತಿಳಿಸಿದ್ದಾರೆ. <box>14 317 208 467</box>
paper-title-black: ಮುಗಿಲು <box>225 1 295 30</box>
photo-gandhiji <box>227 985 477 1103</box>
photo-caption-balasangama: ಸಂಭ್ರಮದ ಬಾಲಸಂಗಮ ಕಾರ್ಯಕ್ರಮದಲ್ಲಿ ವಿದ್ಯಾರ್ಥಿಗಳು ಹಾಗೂ ಶಿಕ್ಷಕರು ಭಾಗವಹಿಸಿದ ದೃಶ್ಯ. <box>585 215 819 224</box>
photo-gazetted <box>210 1176 548 1406</box>
headline-vidyut: ವಿದ್ಯುತ್ ವ್ಯತ್ಯಯ <box>65 317 157 337</box>
